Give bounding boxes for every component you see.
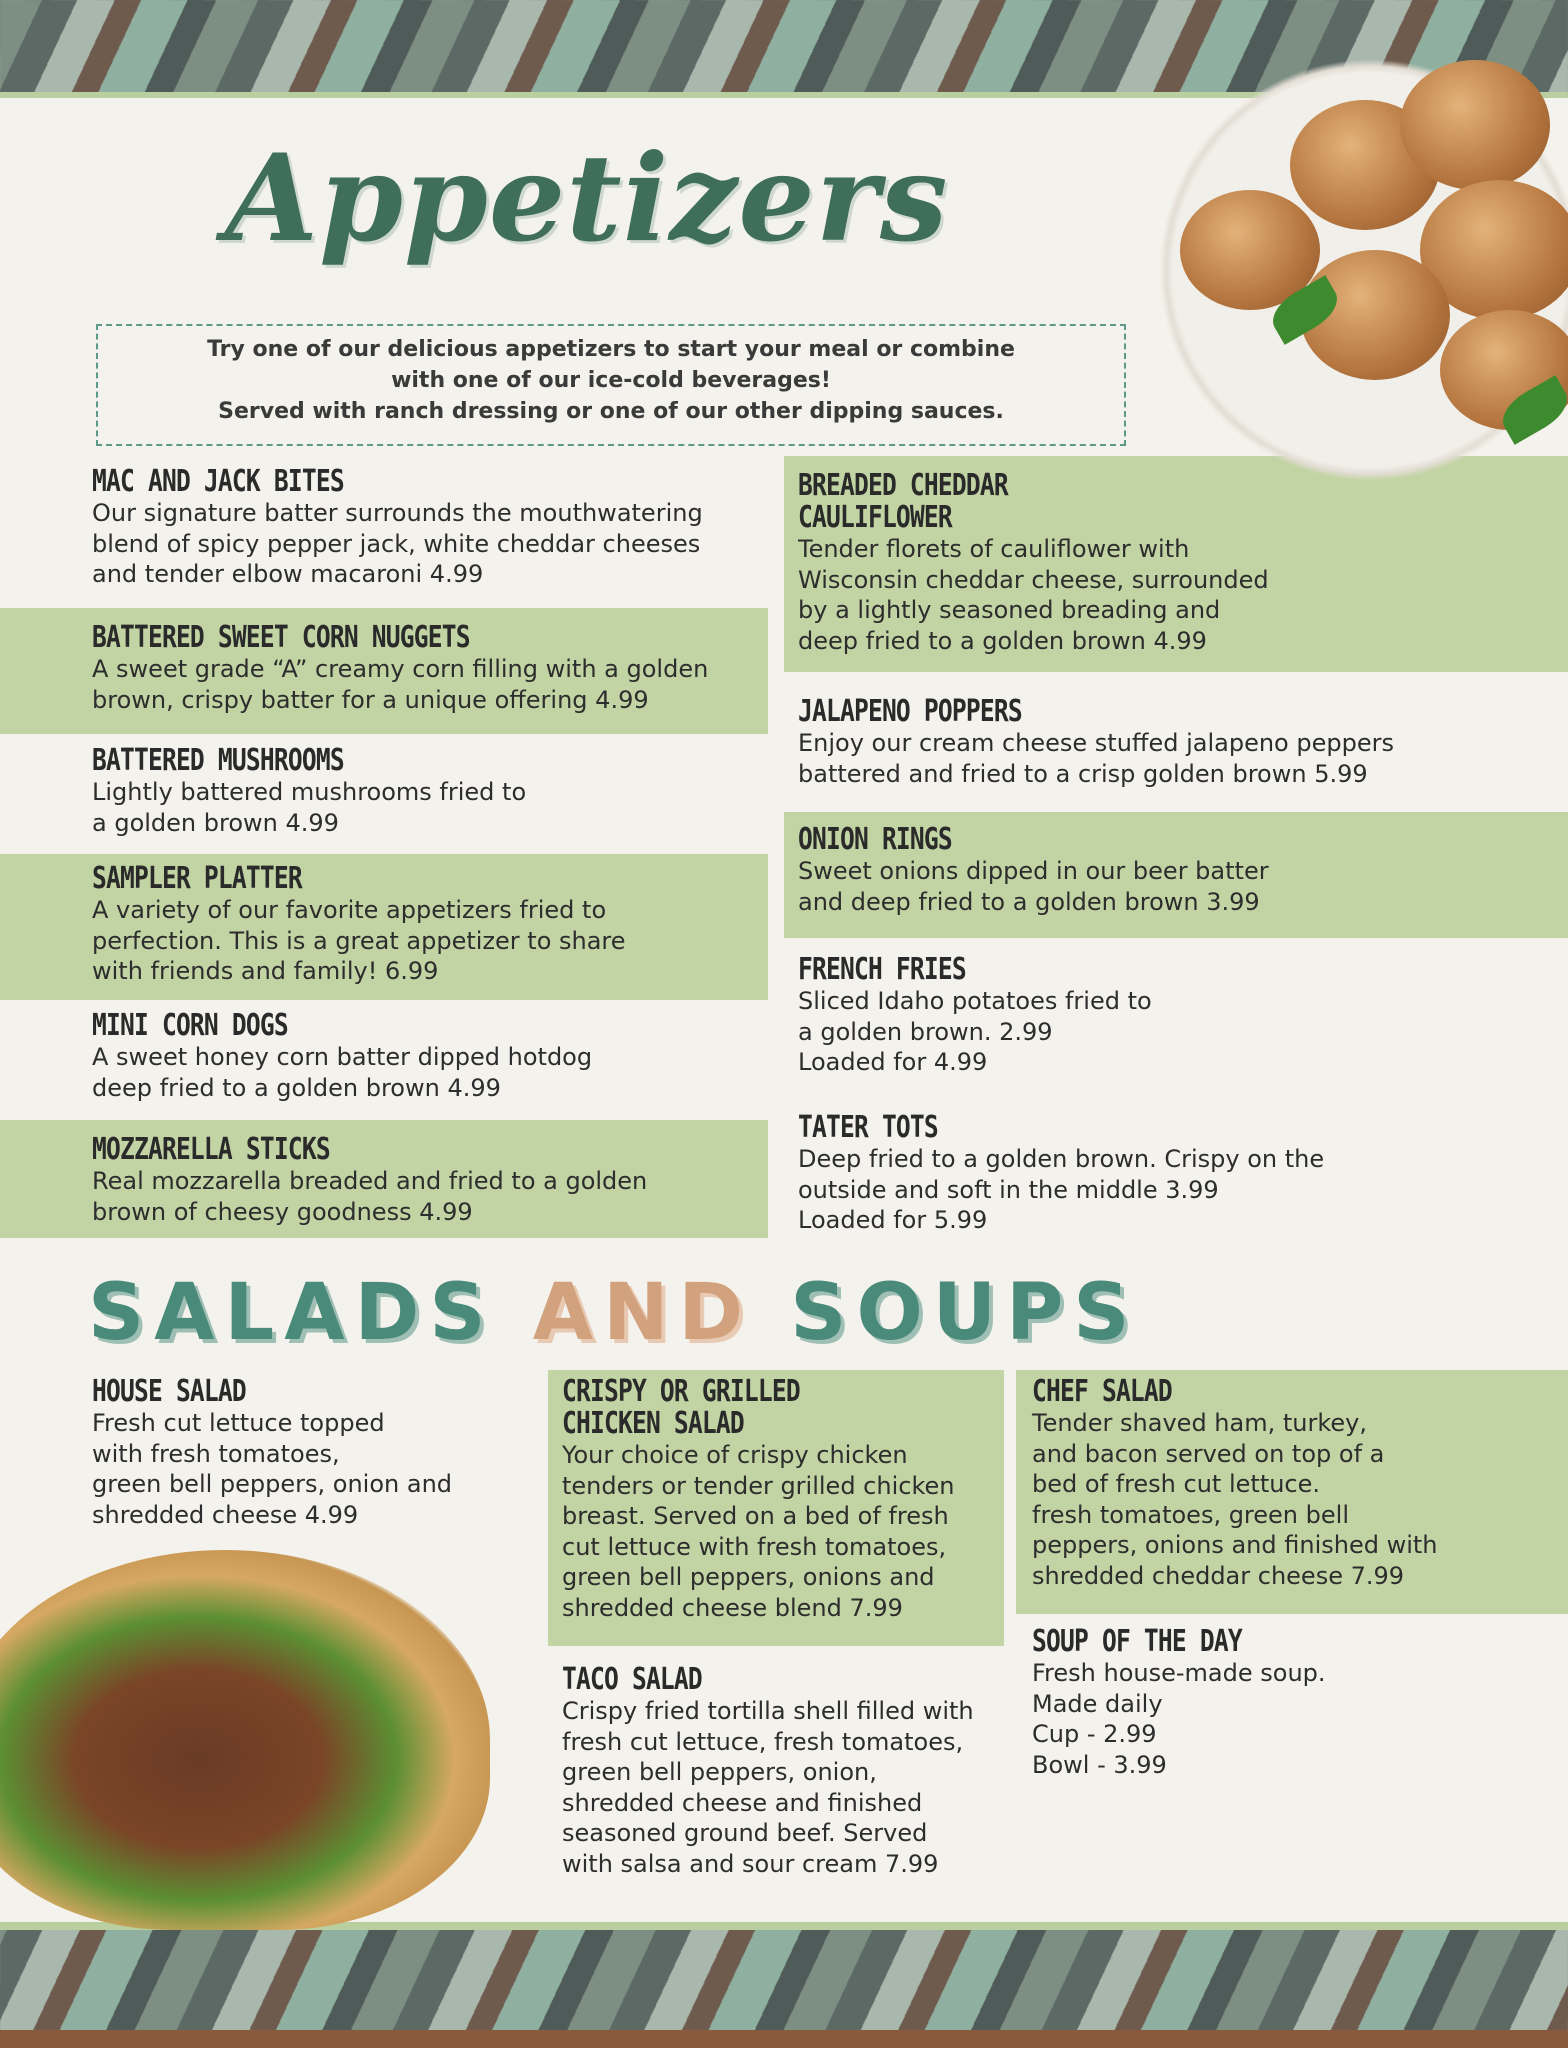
item-description: Your choice of crispy chicken tenders or tender grilled chicken breast. Served on a bed of fresh cut lettuce with fresh tomatoes, green bell peppers, onions and shredded cheese blend 7.99 xyxy=(562,1441,955,1622)
menu-item-tater-tots xyxy=(798,1112,1324,1236)
item-name: TATER TOTS xyxy=(798,1110,938,1145)
item-description: Our signature batter surrounds the mouthwatering blend of spicy pepper jack, white cheddar cheeses and tender elbow macaroni 4.99 xyxy=(92,499,703,588)
section-title-word: AND xyxy=(532,1268,754,1358)
item-name: MOZZARELLA STICKS xyxy=(92,1132,330,1167)
item-name: BATTERED MUSHROOMS xyxy=(92,743,344,778)
section-title-word: SALADS xyxy=(88,1268,496,1358)
section-title-word: SOUPS xyxy=(790,1268,1140,1358)
item-description: A sweet honey corn batter dipped hotdog deep fried to a golden brown 4.99 xyxy=(92,1043,593,1102)
item-name: TACO SALAD xyxy=(562,1662,702,1697)
menu-item-cauliflower xyxy=(798,470,1269,656)
bottom-bar xyxy=(0,2030,1568,2048)
item-name: FRENCH FRIES xyxy=(798,952,966,987)
item-description: A variety of our favorite appetizers fried to perfection. This is a great appetizer to share with friends and family! 6.99 xyxy=(92,896,626,985)
item-description: Sweet onions dipped in our beer batter and deep fried to a golden brown 3.99 xyxy=(798,857,1269,916)
menu-item-chef-salad xyxy=(1032,1376,1438,1591)
menu-item-onion-rings xyxy=(798,824,1269,917)
menu-item-battered-mushrooms xyxy=(92,745,526,838)
fried-nugget xyxy=(1400,60,1550,190)
menu-item-chicken-salad xyxy=(562,1376,954,1623)
item-description: Crispy fried tortilla shell filled with fresh cut lettuce, fresh tomatoes, green bell peppers, onion, shredded cheese and finished seasoned ground beef. Served with salsa and sour cream 7.99 xyxy=(562,1697,974,1878)
item-name: MAC AND JACK BITES xyxy=(92,464,344,499)
menu-item-soup-of-the-day xyxy=(1032,1626,1326,1780)
item-description: Tender florets of cauliflower with Wisconsin cheddar cheese, surrounded by a lightly seasoned breading and deep fried to a golden brown 4.99 xyxy=(798,535,1269,655)
intro-line: Try one of our delicious appetizers to start your meal or combine xyxy=(207,337,1015,362)
item-name: CHEF SALAD xyxy=(1032,1374,1172,1409)
item-description: Fresh house-made soup. Made daily Cup - 2.99 Bowl - 3.99 xyxy=(1032,1659,1326,1779)
item-name: SOUP OF THE DAY xyxy=(1032,1624,1242,1659)
item-description: Real mozzarella breaded and fried to a golden brown of cheesy goodness 4.99 xyxy=(92,1167,648,1226)
menu-item-corn-nuggets xyxy=(92,622,708,715)
item-name: MINI CORN DOGS xyxy=(92,1008,288,1043)
menu-item-jalapeno-poppers xyxy=(798,696,1394,789)
menu-item-french-fries xyxy=(798,954,1152,1078)
item-name: BATTERED SWEET CORN NUGGETS xyxy=(92,620,470,655)
menu-item-mozzarella-sticks xyxy=(92,1134,647,1227)
item-description: Sliced Idaho potatoes fried to a golden brown. 2.99 Loaded for 4.99 xyxy=(798,987,1152,1076)
menu-item-sampler-platter xyxy=(92,863,626,987)
item-description: A sweet grade “A” creamy corn filling with a golden brown, crispy batter for a unique offering 4.99 xyxy=(92,655,709,714)
menu-item-house-salad xyxy=(92,1376,452,1530)
item-name: CRISPY OR GRILLED CHICKEN SALAD xyxy=(562,1374,800,1441)
menu-item-mac-and-jack-bites xyxy=(92,466,703,590)
section-title-salads-and-soups xyxy=(88,1268,1139,1358)
item-name: BREADED CHEDDAR CAULIFLOWER xyxy=(798,468,1008,535)
item-name: SAMPLER PLATTER xyxy=(92,861,302,896)
menu-item-mini-corn-dogs xyxy=(92,1010,592,1103)
item-description: Enjoy our cream cheese stuffed jalapeno peppers battered and fried to a crisp golden brown 5.99 xyxy=(798,729,1394,788)
item-name: JALAPENO POPPERS xyxy=(798,694,1022,729)
item-description: Tender shaved ham, turkey, and bacon served on top of a bed of fresh cut lettuce. fresh tomatoes, green bell peppers, onions and finished with shredded cheddar cheese 7.99 xyxy=(1032,1409,1438,1590)
item-name: HOUSE SALAD xyxy=(92,1374,246,1409)
intro-line: Served with ranch dressing or one of our other dipping sauces. xyxy=(218,399,1004,424)
page-title: Appetizers xyxy=(225,128,949,269)
item-description: Lightly battered mushrooms fried to a golden brown 4.99 xyxy=(92,778,527,837)
item-description: Fresh cut lettuce topped with fresh tomatoes, green bell peppers, onion and shredded cheese 4.99 xyxy=(92,1409,453,1529)
item-description: Deep fried to a golden brown. Crispy on the outside and soft in the middle 3.99 Loaded for 5.99 xyxy=(798,1145,1325,1234)
item-name: ONION RINGS xyxy=(798,822,952,857)
menu-item-taco-salad xyxy=(562,1664,974,1879)
intro-box xyxy=(96,324,1126,446)
intro-line: with one of our ice-cold beverages! xyxy=(391,368,831,393)
